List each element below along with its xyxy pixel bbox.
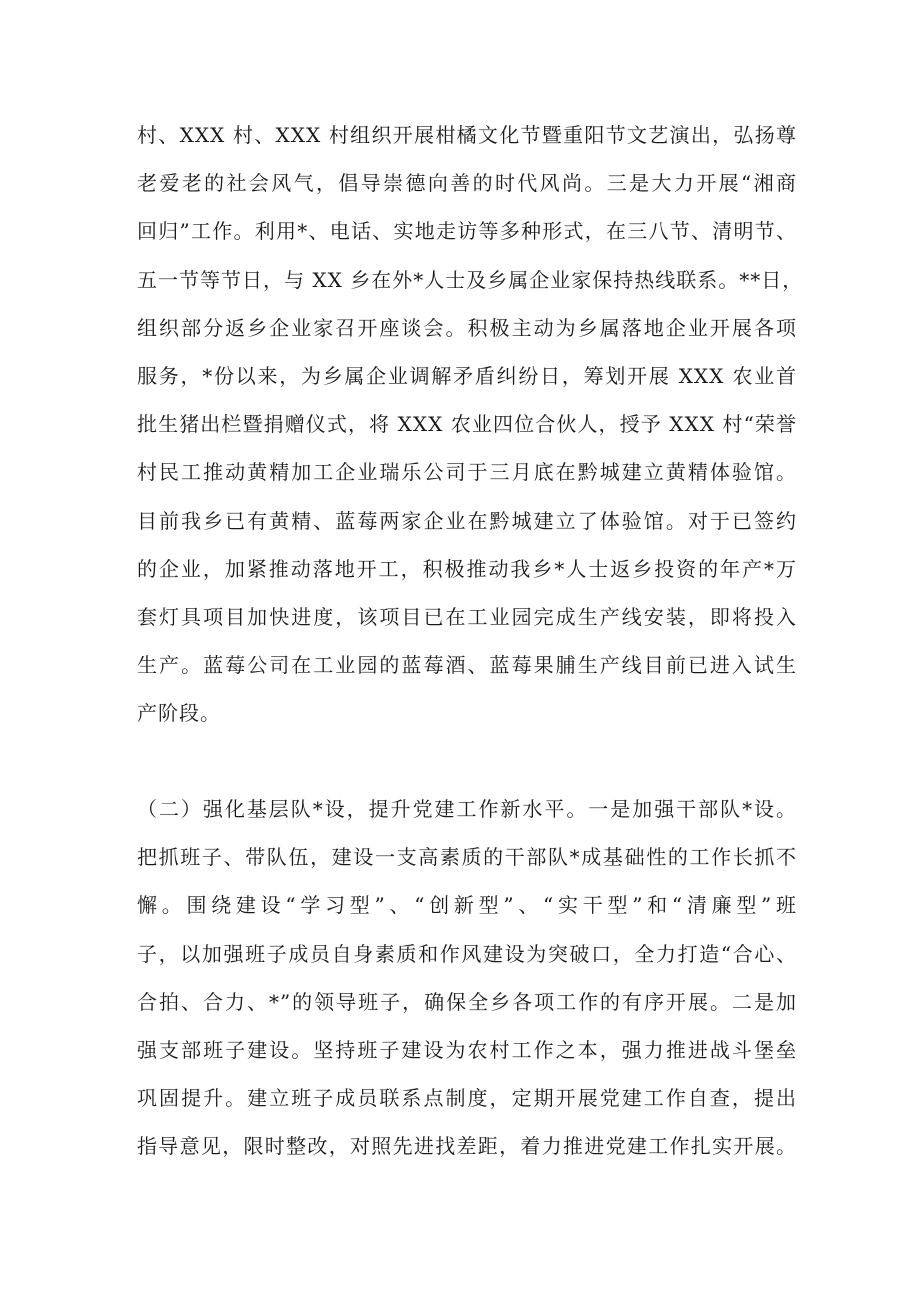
section-heading-line: （二）强化基层队*设，提升党建工作新水平。一是加强干部队*设。: [137, 797, 797, 821]
text-line: 批生猪出栏暨捐赠仪式，将 XXX 农业四位合伙人，授予 XXX 村“荣誉: [137, 412, 797, 437]
text-line: 老爱老的社会风气，倡导崇德向善的时代风尚。三是大力开展“湘商: [137, 171, 797, 196]
text-line: 五一节等节日，与 XX 乡在外*人士及乡属企业家保持热线联系。**日，: [137, 267, 804, 292]
text-line: 子，以加强班子成员自身素质和作风建设为突破口，全力打造“合心、: [137, 941, 797, 966]
text-line: 服务，*份以来，为乡属企业调解矛盾纠纷日，筹划开展 XXX 农业首: [137, 363, 797, 388]
text-line: 回归”工作。利用*、电话、实地走访等多种形式，在三八节、清明节、: [137, 219, 797, 244]
text-line: 懈。围绕建设“学习型”、“创新型”、“实干型”和“清廉型”班: [137, 893, 797, 918]
text-line: 巩固提升。建立班子成员联系点制度，定期开展党建工作自查，提出: [137, 1086, 797, 1111]
text-line: 指导意见，限时整改，对照先进找差距，着力推进党建工作扎实开展。: [137, 1134, 797, 1159]
text-line: 产阶段。: [137, 701, 221, 726]
text-line: 目前我乡已有黄精、蓝莓两家企业在黔城建立了体验馆。对于已签约: [137, 508, 797, 533]
text-line: 生产。蓝莓公司在工业园的蓝莓酒、蓝莓果脯生产线目前已进入试生: [137, 653, 797, 678]
text-line: 套灯具项目加快进度，该项目已在工业园完成生产线安装，即将投入: [137, 604, 797, 629]
text-line: 组织部分返乡企业家召开座谈会。积极主动为乡属落地企业开展各项: [137, 315, 797, 340]
text-line: 的企业，加紧推动落地开工，积极推动我乡*人士返乡投资的年产*万: [137, 556, 797, 581]
text-line: 村、XXX 村、XXX 村组织开展柑橘文化节暨重阳节文艺演出，弘扬尊: [137, 123, 797, 147]
paragraph-grassroots-team-building: [137, 785, 797, 1171]
text-line: 把抓班子、带队伍，建设一支高素质的干部队*成基础性的工作长抓不: [137, 845, 797, 870]
text-line: 合拍、合力、*”的领导班子，确保全乡各项工作的有序开展。二是加: [137, 989, 797, 1014]
text-line: 强支部班子建设。坚持班子建设为农村工作之本，强力推进战斗堡垒: [137, 1037, 797, 1062]
paragraph-village-culture-and-investment: [137, 111, 804, 737]
text-line: 村民工推动黄精加工企业瑞乐公司于三月底在黔城建立黄精体验馆。: [137, 460, 797, 485]
